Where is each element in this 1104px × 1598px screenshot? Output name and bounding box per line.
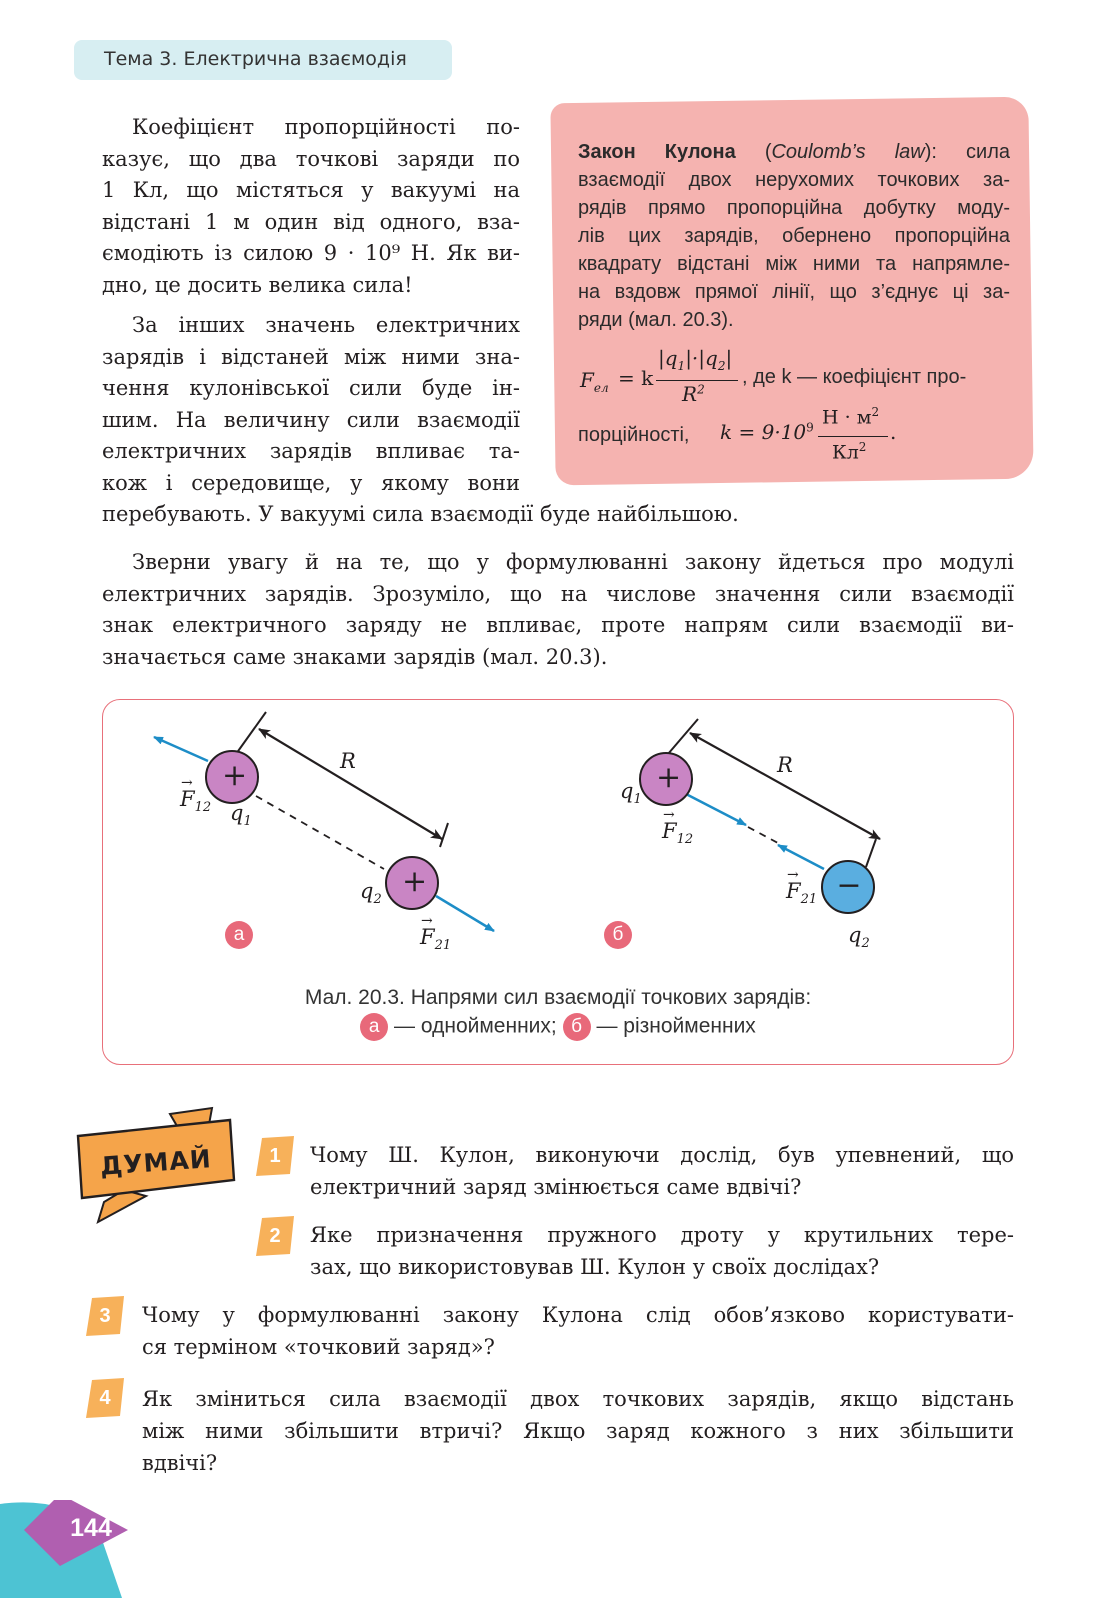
units-bar bbox=[818, 436, 888, 437]
text-line: Зверни увагу й на те, що у формулюванні закону йдеться про модулі bbox=[132, 550, 1014, 574]
label-a: а bbox=[233, 924, 245, 945]
text-line: електричних зарядів. Зрозуміло, що на числове значення сили взаємодії bbox=[102, 581, 1014, 606]
page-number: 144 bbox=[70, 1514, 112, 1542]
law-line: рядів прямо пропорційна добутку моду- bbox=[578, 197, 1010, 219]
text-line: перебувають. У вакуумі сила взаємодії буде найбільшою. bbox=[102, 502, 739, 526]
plus-sign: + bbox=[656, 760, 682, 795]
question-line: між ними збільшити втричі? Якщо заряд кожного з них збільшити bbox=[142, 1419, 1014, 1443]
question-3-text bbox=[142, 1299, 1014, 1363]
figure-labels bbox=[102, 699, 1014, 1065]
fraction-bar bbox=[656, 380, 738, 381]
text-line: казує, що два точкові заряди по bbox=[102, 146, 520, 171]
plus-sign: + bbox=[402, 864, 428, 899]
label-f21-a: → $F_{21}$ bbox=[420, 913, 452, 954]
caption-a-text: — однойменних; bbox=[394, 1014, 557, 1038]
text-line: 1 Кл, що містяться у вакуумі на bbox=[102, 178, 520, 202]
distance-label-b: R bbox=[777, 753, 793, 777]
distance-label-a: R bbox=[340, 749, 356, 773]
topic-title: Тема 3. Електрична взаємодія bbox=[104, 48, 407, 70]
question-line: Як зміниться сила взаємодії двох точкових зарядів, якщо відстань bbox=[142, 1387, 1014, 1411]
topic-header bbox=[74, 40, 452, 80]
paragraph-vacuum-line bbox=[102, 499, 862, 531]
formula-F: $F_{ел}$ bbox=[580, 368, 609, 395]
question-line: Чому Ш. Кулон, виконуючи дослід, був упевнений, що bbox=[310, 1143, 1014, 1167]
law-line: ряди (мал. 20.3). bbox=[578, 309, 734, 331]
law-line: на вздовж прямої лінії, що з’єднує ці за- bbox=[578, 281, 1010, 303]
label-b: б bbox=[612, 924, 624, 945]
question-line: Яке призначення пружного дроту у крутильних тере- bbox=[310, 1223, 1014, 1247]
caption-b-text: — різнойменних bbox=[596, 1014, 756, 1038]
caption-label-a: а bbox=[360, 1013, 388, 1041]
text-line: шим. На величину сили взаємодії bbox=[102, 407, 520, 432]
think-badge-label: ДУМАЙ bbox=[99, 1144, 213, 1181]
label-f21-b: → $F_{21}$ bbox=[786, 867, 818, 908]
question-line: вдвічі? bbox=[142, 1451, 218, 1475]
law-title-line bbox=[578, 138, 1010, 166]
text-line: відстані 1 м один від одного, вза- bbox=[102, 209, 520, 234]
units-numerator: $Н \cdot м^2$ bbox=[822, 405, 880, 429]
k-value: $k = 9\cdot 10^9$ bbox=[720, 420, 814, 444]
law-line: лів цих зарядів, обернено пропорційна bbox=[578, 225, 1010, 247]
text-line: дно, це досить велика сила! bbox=[102, 272, 413, 297]
figure-caption-line2 bbox=[102, 1013, 1014, 1041]
text-line: За інших значень електричних bbox=[132, 313, 520, 337]
text-line: чення кулонівської сили буде ін- bbox=[102, 376, 520, 400]
label-q2-b: $q_2$ bbox=[848, 923, 870, 952]
question-line: зах, що використовував Ш. Кулон у своїх дослідах? bbox=[310, 1255, 880, 1279]
law-line: взаємодії двох нерухомих точкових за- bbox=[578, 169, 1010, 191]
question-line: ся терміном «точковий заряд»? bbox=[142, 1335, 495, 1359]
formula-denominator: $R^2$ bbox=[682, 382, 705, 406]
text-line: зарядів і відстаней між ними зна- bbox=[102, 344, 520, 369]
question-line: електричний заряд змінюється саме вдвічі? bbox=[310, 1175, 802, 1199]
caption-label-b: б bbox=[563, 1013, 591, 1041]
label-f12-a: → $F_{12}$ bbox=[180, 775, 212, 816]
question-1-text bbox=[310, 1139, 1014, 1203]
text-line: знак електричного заряду не впливає, проте напрям сили взаємодії ви- bbox=[102, 613, 1014, 637]
law-line: квадрату відстані між ними та напрямле- bbox=[578, 253, 1010, 275]
question-number-2: 2 bbox=[256, 1216, 294, 1256]
text-line: Коефіцієнт пропорційності по- bbox=[132, 115, 520, 139]
coulomb-law-text bbox=[578, 138, 1010, 334]
minus-sign: − bbox=[836, 868, 862, 903]
question-line: Чому у формулюванні закону Кулона слід обов’язково користувати- bbox=[142, 1303, 1014, 1327]
question-2-text bbox=[310, 1219, 1014, 1283]
text-line: значається саме знаками зарядів (мал. 20.3). bbox=[102, 644, 608, 669]
question-4-text bbox=[142, 1383, 1014, 1479]
k-line-prefix: порційності, bbox=[578, 424, 690, 446]
law-english-term: Coulomb’s law bbox=[771, 141, 925, 163]
paragraph-coefficient bbox=[102, 112, 520, 301]
text-line: кож і середовище, у якому вони bbox=[102, 470, 520, 495]
question-number-3: 3 bbox=[86, 1296, 124, 1336]
formula-tail: , де k — коефіцієнт про- bbox=[742, 366, 967, 388]
label-q1-b: $q_1$ bbox=[620, 779, 642, 808]
formula-numerator: $|q_1|\cdot|q_2|$ bbox=[658, 346, 733, 373]
text-line: електричних зарядів впливає та- bbox=[102, 439, 520, 463]
label-q1-a: $q_1$ bbox=[230, 801, 252, 830]
question-number-1: 1 bbox=[256, 1136, 294, 1176]
k-end: . bbox=[890, 420, 897, 444]
formula-eq: = k bbox=[618, 366, 654, 390]
plus-sign: + bbox=[222, 758, 248, 793]
figure-caption-line1: Мал. 20.3. Напрями сил взаємодії точкових зарядів: bbox=[304, 986, 812, 1009]
text-line: ємодіють із силою 9 · 10⁹ Н. Як ви- bbox=[102, 241, 520, 265]
law-title: Закон Кулона bbox=[578, 141, 736, 163]
paragraph-other-values bbox=[102, 310, 520, 499]
paragraph-modules bbox=[102, 547, 1014, 673]
paren: ( bbox=[764, 141, 772, 163]
units-denominator: $Кл^2$ bbox=[832, 440, 867, 464]
law-title-tail: ): сила bbox=[924, 141, 1010, 163]
label-f12-b: → $F_{12}$ bbox=[662, 807, 694, 848]
label-q2-a: $q_2$ bbox=[360, 879, 382, 908]
question-number-4: 4 bbox=[86, 1378, 124, 1418]
